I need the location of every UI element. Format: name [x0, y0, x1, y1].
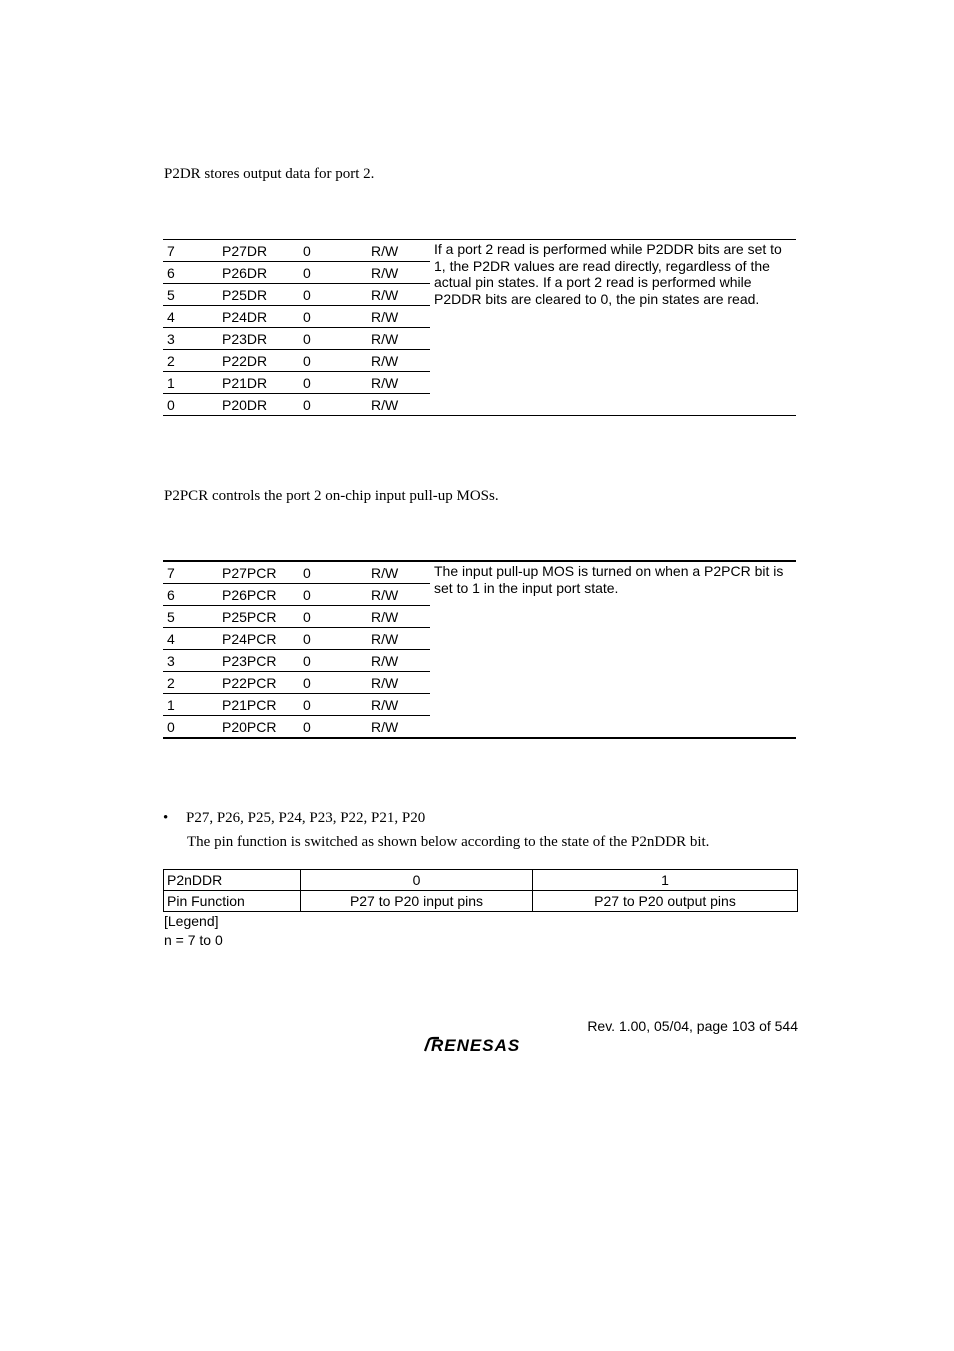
table-row — [164, 891, 798, 912]
bit-name: P27DR — [218, 240, 299, 262]
bit-name: P21PCR — [218, 694, 299, 716]
initial-value: 0 — [303, 718, 311, 735]
bit-number: 4 — [163, 628, 218, 650]
p2pcr-description: The input pull-up MOS is turned on when a P2PCR bit is set to 1 in the input port state. — [434, 563, 784, 596]
read-write: R/W — [367, 372, 430, 394]
bit-number: 1 — [163, 372, 218, 394]
bit-name: P24DR — [218, 306, 299, 328]
bit-number: 2 — [163, 350, 218, 372]
read-write: R/W — [367, 240, 430, 262]
initial-value: 0 — [299, 328, 367, 350]
pin-heading: P27, P26, P25, P24, P23, P22, P21, P20 — [186, 810, 426, 826]
bit-number: 0 — [167, 718, 175, 735]
initial-value: 0 — [299, 284, 367, 306]
read-write: R/W — [367, 561, 430, 584]
read-write: R/W — [371, 718, 399, 735]
bit-number: 6 — [163, 262, 218, 284]
read-write: R/W — [367, 650, 430, 672]
bit-name: P23DR — [218, 328, 299, 350]
table-header-cell: P2nDDR — [164, 870, 301, 891]
bit-number: 2 — [163, 672, 218, 694]
bit-number: 5 — [163, 606, 218, 628]
read-write: R/W — [367, 306, 430, 328]
pin-function-text: The pin function is switched as shown below according to the state of the P2nDDR bit. — [187, 834, 710, 850]
initial-value: 0 — [299, 650, 367, 672]
read-write: R/W — [367, 284, 430, 306]
read-write: R/W — [367, 350, 430, 372]
bit-number: 7 — [163, 240, 218, 262]
bit-name: P25DR — [218, 284, 299, 306]
bit-number: 3 — [163, 328, 218, 350]
p2dr-description: If a port 2 read is performed while P2DDR bits are set to 1, the P2DR values are read directly, regardless of the actual pin states. If a port 2 read is performed while P2DDR bits are cleared to 0, the pin states are read. — [434, 241, 782, 307]
legend-title: [Legend] — [164, 913, 219, 929]
bit-number: 4 — [163, 306, 218, 328]
initial-value: 0 — [299, 628, 367, 650]
read-write: R/W — [367, 606, 430, 628]
initial-value: 0 — [299, 561, 367, 584]
bit-number: 0 — [167, 396, 175, 413]
bit-name: P20PCR — [222, 718, 277, 735]
bit-number: 3 — [163, 650, 218, 672]
read-write: R/W — [371, 396, 399, 413]
bit-name: P26DR — [218, 262, 299, 284]
table-header-cell: 1 — [533, 870, 798, 891]
table-cell: Pin Function — [164, 891, 301, 912]
bit-name: P23PCR — [218, 650, 299, 672]
page-info: Rev. 1.00, 05/04, page 103 of 544 — [587, 1018, 798, 1034]
p2pcr-bit-table — [163, 560, 796, 739]
initial-value: 0 — [299, 372, 367, 394]
logo-text: RENESAS — [431, 1036, 521, 1055]
table-row — [163, 561, 796, 584]
initial-value: 0 — [299, 262, 367, 284]
renesas-logo — [421, 1034, 543, 1056]
initial-value: 0 — [303, 396, 311, 413]
table-cell: P27 to P20 input pins — [301, 891, 533, 912]
table-row — [163, 240, 796, 262]
initial-value: 0 — [299, 240, 367, 262]
bit-name: P24PCR — [218, 628, 299, 650]
pin-list-item — [163, 810, 426, 827]
p2dr-intro: P2DR stores output data for port 2. — [164, 166, 375, 182]
bit-number: 6 — [163, 584, 218, 606]
table-cell: P27 to P20 output pins — [533, 891, 798, 912]
initial-value: 0 — [299, 694, 367, 716]
bit-name: P27PCR — [218, 561, 299, 584]
bit-number: 5 — [163, 284, 218, 306]
read-write: R/W — [367, 328, 430, 350]
bit-name: P21DR — [218, 372, 299, 394]
bit-name: P26PCR — [218, 584, 299, 606]
read-write: R/W — [367, 584, 430, 606]
read-write: R/W — [367, 694, 430, 716]
pin-function-table — [163, 869, 798, 912]
bit-name: P22DR — [218, 350, 299, 372]
bullet-marker: • — [163, 810, 169, 826]
initial-value: 0 — [299, 350, 367, 372]
p2dr-bit-table — [163, 239, 796, 416]
bit-name: P22PCR — [218, 672, 299, 694]
initial-value: 0 — [299, 606, 367, 628]
read-write: R/W — [367, 262, 430, 284]
table-header-cell: 0 — [301, 870, 533, 891]
read-write: R/W — [367, 628, 430, 650]
initial-value: 0 — [299, 306, 367, 328]
initial-value: 0 — [299, 584, 367, 606]
legend-text: n = 7 to 0 — [164, 932, 223, 948]
table-row — [164, 870, 798, 891]
read-write: R/W — [367, 672, 430, 694]
bit-number: 7 — [163, 561, 218, 584]
bit-name: P25PCR — [218, 606, 299, 628]
bit-number: 1 — [163, 694, 218, 716]
bit-name: P20DR — [222, 396, 268, 413]
p2pcr-intro: P2PCR controls the port 2 on-chip input pull-up MOSs. — [164, 488, 499, 504]
initial-value: 0 — [299, 672, 367, 694]
